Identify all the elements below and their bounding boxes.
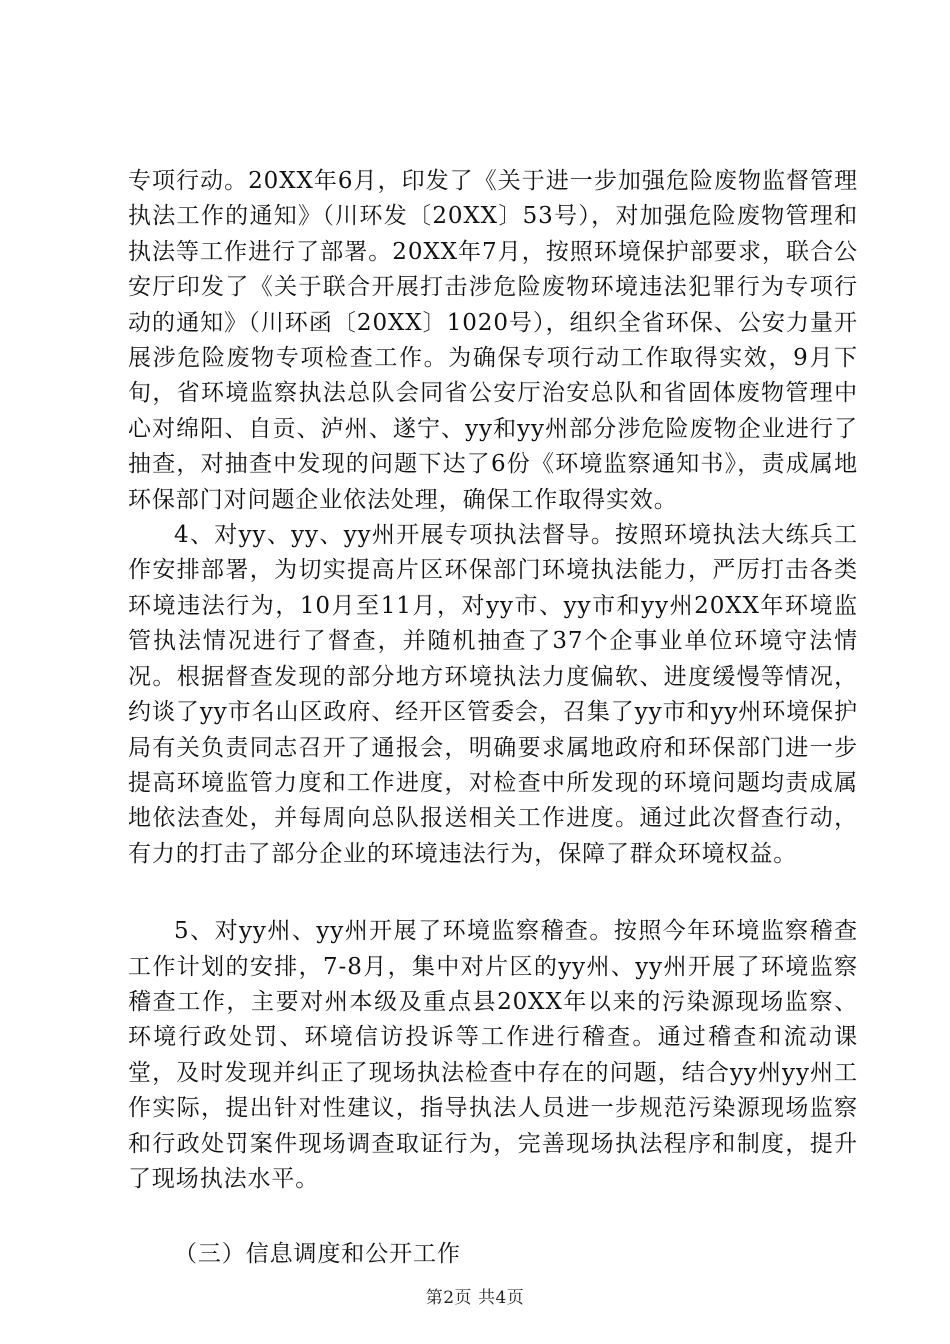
- section-heading: （三）信息调度和公开工作: [174, 1241, 461, 1268]
- paragraph-continuation: 专项行动。20XX年6月，印发了《关于进一步加强危险废物监督管理执法工作的通知》（川环发〔20XX〕53号），对加强危险废物管理和执法等工作进行了部署。20XX年7月，按照环境保护部要求，联合公安厅印发了《关于联合开展打击涉危险废物环境违法犯罪行为专项行动的通知》（川环函〔20XX〕1020号），组织全省环保、公安力量开展涉危险废物专项检查工作。为确保专项行动工作取得实效，9月下旬，省环境监察执法总队会同省公安厅治安总队和省固体废物管理中心对绵阳、自贡、泸州、遂宁、yy和yy州部分涉危险废物企业进行了抽查，对抽查中发现的问题下达了6份《环境监察通知书》，责成属地环保部门对问题企业依法处理，确保工作取得实效。: [128, 168, 858, 513]
- paragraph-gap: [128, 872, 858, 914]
- paragraph-item-5: 5、对yy州、yy州开展了环境监察稽查。按照今年环境监察稽查工作计划的安排，7-8月，集中对片区的yy州、yy州开展了环境监察稽查工作，主要对州本级及重点县20XX年以来的污染源现场监察、环境行政处罚、环境信访投诉等工作进行稽查。通过稽查和流动课堂，及时发现并纠正了现场执法检查中存在的问题，结合yy州yy州工作实际，提出针对性建议，指导执法人员进一步规范污染源现场监察和行政处罚案件现场调查取证行为，完善现场执法程序和制度，提升了现场执法水平。: [128, 918, 858, 1192]
- paragraph-item-4: 4、对yy、yy、yy州开展专项执法督导。按照环境执法大练兵工作安排部署，为切实提高片区环保部门环境执法能力，严厉打击各类环境违法行为，10月至11月，对yy市、yy市和yy州20XX年环境监管执法情况进行了督查，并随机抽查了37个企事业单位环境守法情况。根据督查发现的部分地方环境执法力度偏软、进度缓慢等情况，约谈了yy市名山区政府、经开区管委会，召集了yy市和yy州环境保护局有关负责同志召开了通报会，明确要求属地政府和环保部门进一步提高环境监管力度和工作进度，对检查中所发现的环境问题均责成属地依法查处，并每周向总队报送相关工作进度。通过此次督查行动，有力的打击了部分企业的环境违法行为，保障了群众环境权益。: [128, 522, 858, 867]
- document-body: [128, 164, 858, 1273]
- page-number-footer: 第2页 共4页: [425, 1288, 525, 1308]
- paragraph-gap: [128, 1197, 858, 1237]
